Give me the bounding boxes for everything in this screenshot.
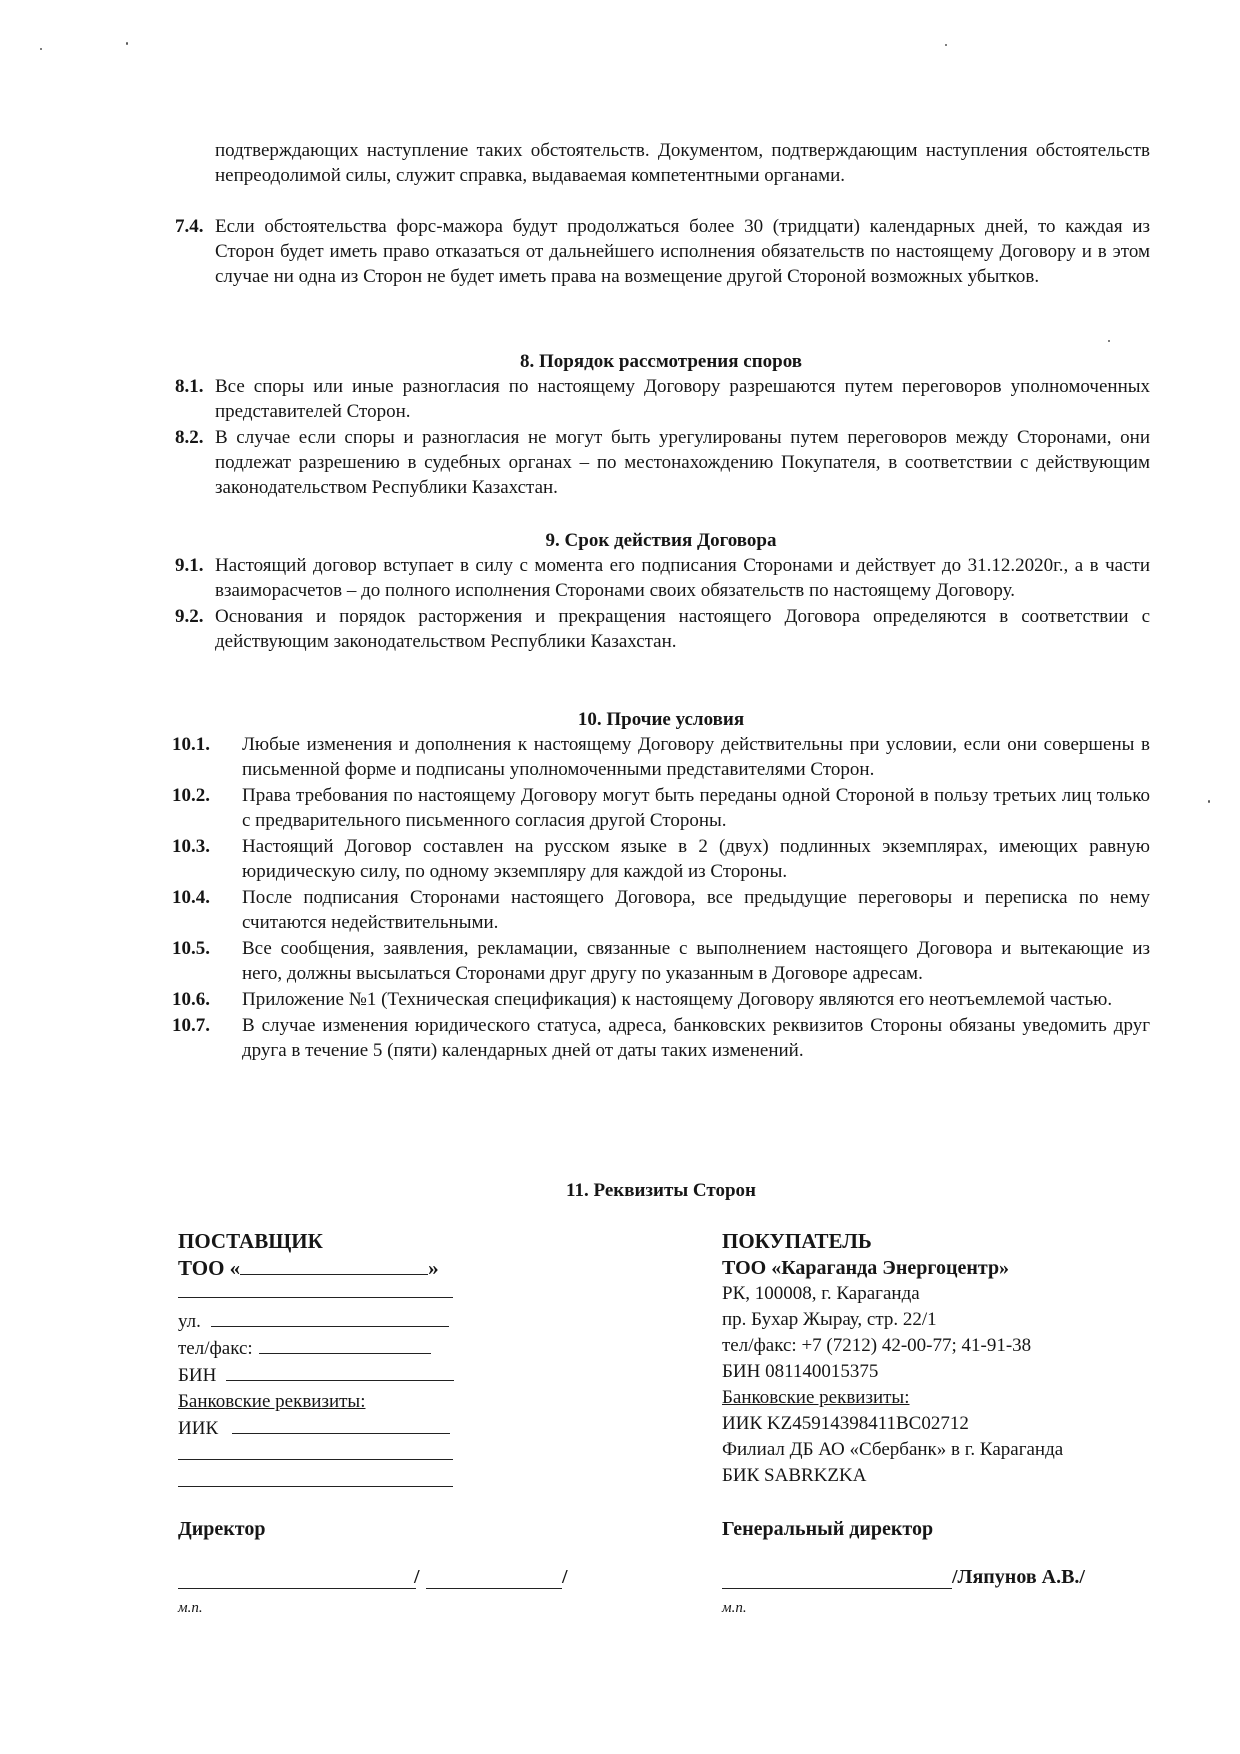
clause-10-1 [172, 732, 1150, 782]
clause-text: Любые изменения и дополнения к настоящему Договору действительны при условии, если они совершены в письменной форме и подписаны уполномоченными представителями Сторон. [242, 734, 1150, 780]
buyer-address-1: РК, 100008, г. Караганда [722, 1283, 920, 1304]
section-11-title: 11. Реквизиты Сторон [566, 1180, 756, 1201]
street-blank[interactable] [211, 1308, 449, 1327]
section-8-items [175, 374, 1150, 500]
scan-speck [1208, 800, 1210, 803]
clause-text: Приложение №1 (Техническая спецификация) к настоящему Договору являются его неотъемлемой частью. [242, 989, 1113, 1010]
clause-10-5 [172, 936, 1150, 986]
phone-blank[interactable] [259, 1335, 431, 1354]
buyer-bank-name: Филиал ДБ АО «Сбербанк» в г. Караганда [722, 1439, 1064, 1460]
supplier-role: Директор [178, 1518, 266, 1540]
clause-10-6 [172, 987, 1150, 1012]
supplier-stamp-mark: м.п. [178, 1600, 203, 1616]
supplier-street [178, 1308, 638, 1335]
bin-label: БИН [178, 1365, 217, 1386]
scan-speck [126, 42, 128, 45]
clause-number: 10.1. [172, 734, 210, 755]
supplier-name-line[interactable] [426, 1588, 562, 1589]
scan-speck [1108, 340, 1110, 342]
clause-10-4 [172, 885, 1150, 935]
buyer-address-2: пр. Бухар Жырау, стр. 22/1 [722, 1309, 937, 1330]
scan-speck [40, 48, 42, 50]
clause-10-7 [172, 1013, 1150, 1063]
section-10-items [172, 732, 1150, 1063]
bin-blank[interactable] [226, 1362, 454, 1381]
buyer-signature-line[interactable] [722, 1588, 952, 1589]
clause-text: В случае если споры и разногласия не могут быть урегулированы путем переговоров между Сторонами, они подлежат разрешению в судебных органах – по местонахождению Покупателя, в соответствии с действующим законодательством Республики Казахстан. [215, 427, 1150, 498]
clause-text: Настоящий договор вступает в силу с момента его подписания Сторонами и действует до 31.12.2020г., а в части взаиморасчетов – до полного исполнения Сторонами своих обязательств по настоящему Договору. [215, 555, 1150, 601]
section-8-title: 8. Порядок рассмотрения споров [519, 351, 803, 372]
supplier-sig-slash-1: / [414, 1566, 420, 1588]
clause-text: Все споры или иные разногласия по настоящему Договору разрешаются путем переговоров уполномоченных представителей Сторон. [215, 376, 1150, 422]
clause-number: 10.4. [172, 887, 210, 908]
supplier-company-suffix: » [428, 1256, 439, 1280]
supplier-iik [178, 1415, 638, 1442]
supplier-fields [178, 1308, 638, 1442]
scan-speck [945, 44, 947, 46]
buyer-bin: БИН 081140015375 [722, 1361, 879, 1382]
clause-10-3 [172, 834, 1150, 884]
clause-number: 10.7. [172, 1015, 210, 1036]
clause-text: Основания и порядок расторжения и прекращения настоящего Договора определяются в соответствии с действующим законодательством Республики Казахстан. [215, 606, 1150, 652]
clause-number: 8.1. [175, 376, 204, 397]
supplier-header: ПОСТАВЩИК [178, 1229, 323, 1253]
clause-8-2 [175, 425, 1150, 500]
buyer-header: ПОКУПАТЕЛЬ [722, 1229, 872, 1253]
supplier-company [178, 1255, 638, 1282]
clause-9-1 [175, 553, 1150, 603]
clause-7-4 [175, 214, 1150, 289]
supplier-sig-slash-2: / [562, 1566, 568, 1588]
clause-number: 10.2. [172, 785, 210, 806]
clause-8-1 [175, 374, 1150, 424]
supplier-company-prefix: ТОО « [178, 1256, 241, 1280]
buyer-signatory: /Ляпунов А.В./ [952, 1566, 1085, 1588]
clause-number: 10.6. [172, 989, 210, 1010]
street-label: ул. [178, 1311, 201, 1332]
supplier-bank-label: Банковские реквизиты: [178, 1391, 366, 1412]
supplier-company-blank[interactable] [240, 1256, 428, 1275]
intro-paragraph [215, 138, 1150, 188]
clause-text: Если обстоятельства форс-мажора будут продолжаться более 30 (тридцати) календарных дней, то каждая из Сторон будет иметь право отказаться от дальнейшего исполнения обязательств по настоящему Договору и в этом случае ни одна из Сторон не будет иметь права на возмещение другой Стороной возможных убытков. [215, 216, 1150, 287]
section-10-title: 10. Прочие условия [577, 709, 745, 730]
buyer-details [722, 1228, 1142, 1489]
supplier-bank-line-2[interactable] [178, 1486, 453, 1487]
section-7-items [175, 214, 1150, 289]
clause-number: 9.1. [175, 555, 204, 576]
section-9-title: 9. Срок действия Договора [545, 530, 777, 551]
supplier-details [178, 1228, 638, 1282]
iik-label: ИИК [178, 1418, 219, 1439]
buyer-role: Генеральный директор [722, 1518, 934, 1540]
phone-label: тел/факс: [178, 1338, 253, 1359]
iik-blank[interactable] [232, 1415, 450, 1434]
clause-number: 8.2. [175, 427, 204, 448]
clause-10-2 [172, 783, 1150, 833]
supplier-bin [178, 1362, 638, 1389]
clause-text: Все сообщения, заявления, рекламации, связанные с выполнением настоящего Договора и вытекающие из него, должны высылаться Сторонами друг другу по указанным в Договоре адресам. [242, 938, 1150, 984]
clause-text: Настоящий Договор составлен на русском языке в 2 (двух) подлинных экземплярах, имеющих равную юридическую силу, по одному экземпляру для каждой из Стороны. [242, 836, 1150, 882]
clause-number: 10.5. [172, 938, 210, 959]
clause-number: 10.3. [172, 836, 210, 857]
supplier-signature-line[interactable] [178, 1588, 416, 1589]
buyer-bik: БИК SABRKZKA [722, 1465, 867, 1486]
supplier-blank-line[interactable] [178, 1297, 453, 1298]
supplier-phone [178, 1335, 638, 1362]
buyer-stamp-mark: м.п. [722, 1600, 747, 1616]
clause-number: 7.4. [175, 216, 204, 237]
buyer-phone: тел/факс: +7 (7212) 42-00-77; 41-91-38 [722, 1335, 1032, 1356]
clause-text: В случае изменения юридического статуса, адреса, банковских реквизитов Стороны обязаны уведомить друг друга в течение 5 (пяти) календарных дней от даты таких изменений. [242, 1015, 1150, 1061]
buyer-iik: ИИК KZ45914398411BC02712 [722, 1413, 969, 1434]
buyer-company: ТОО «Караганда Энергоцентр» [722, 1257, 1010, 1279]
buyer-bank-label: Банковские реквизиты: [722, 1387, 910, 1408]
section-9-items [175, 553, 1150, 654]
supplier-bank-line-1[interactable] [178, 1459, 453, 1460]
clause-text: После подписания Сторонами настоящего Договора, все предыдущие переговоры и переписка по нему считаются недействительными. [242, 887, 1150, 933]
clause-number: 9.2. [175, 606, 204, 627]
clause-9-2 [175, 604, 1150, 654]
intro-text: подтверждающих наступление таких обстоятельств. Документом, подтверждающим наступления обстоятельств непреодолимой силы, служит справка, выдаваемая компетентными органами. [215, 140, 1150, 186]
clause-text: Права требования по настоящему Договору могут быть переданы одной Стороной в пользу третьих лиц только с предварительного письменного согласия другой Стороны. [242, 785, 1150, 831]
